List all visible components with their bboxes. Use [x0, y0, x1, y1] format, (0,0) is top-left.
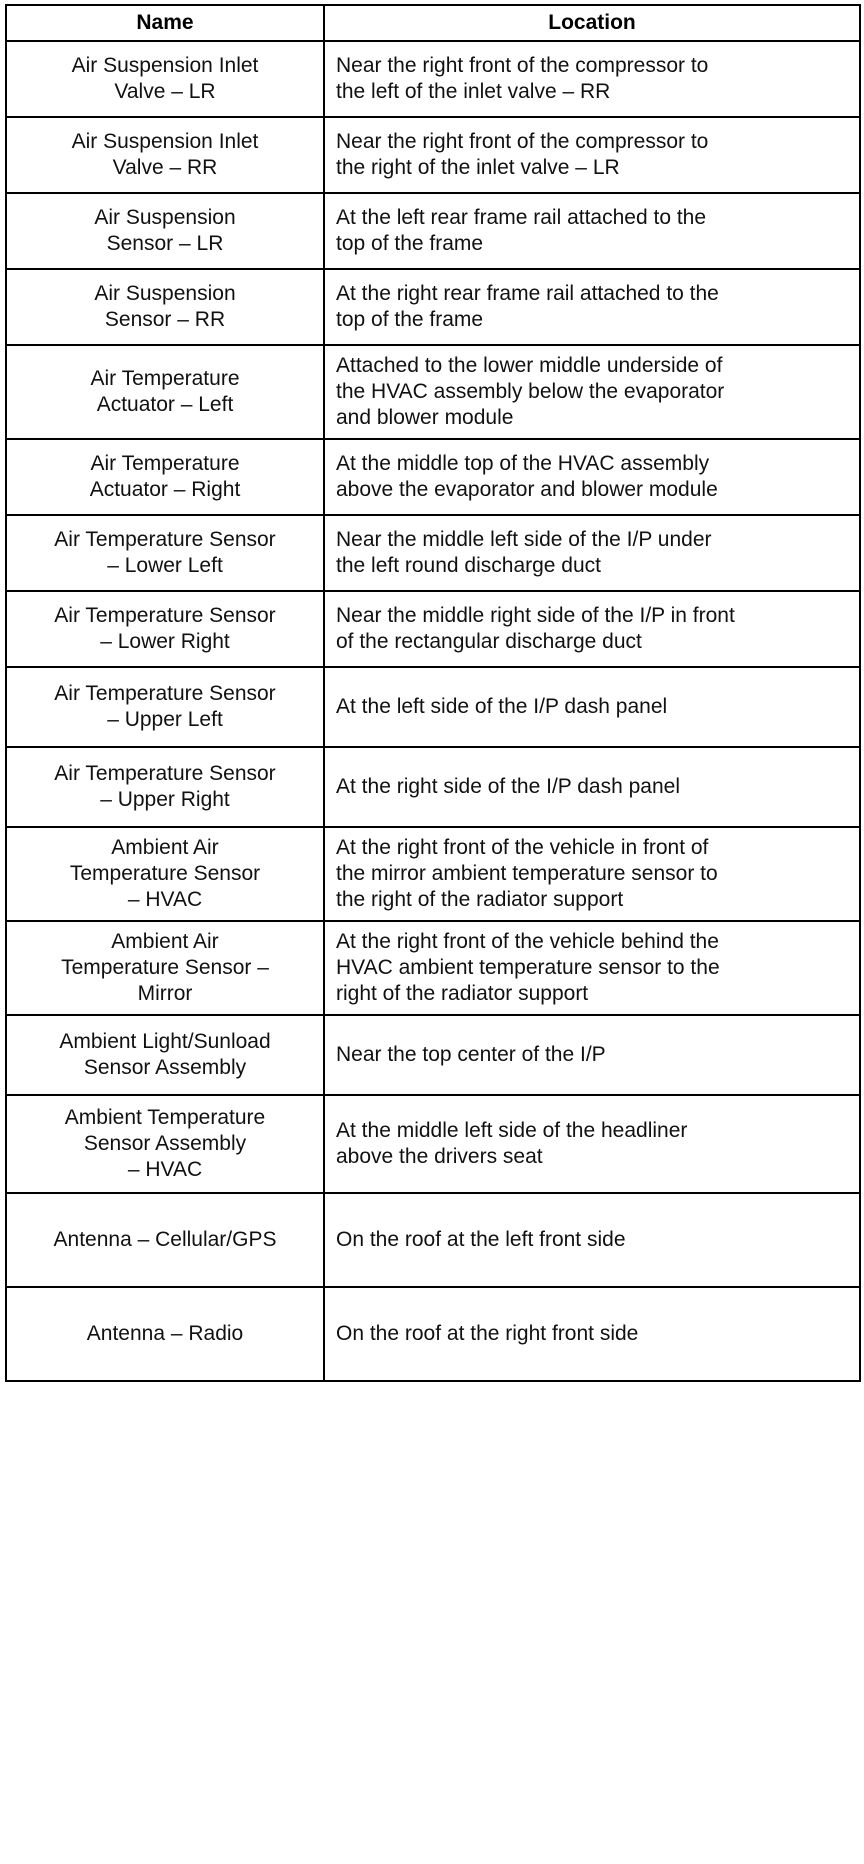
component-location-line: top of the frame [336, 308, 484, 331]
component-name-line: Sensor – LR [106, 232, 224, 255]
component-location-line: Attached to the lower middle underside of [336, 354, 723, 377]
component-location-line: Near the right front of the compressor to [336, 54, 709, 77]
component-name-line: Air Temperature Sensor [54, 682, 276, 705]
component-name-line: – Lower Right [100, 630, 230, 653]
table-row [6, 117, 860, 193]
component-location-cell [324, 1015, 860, 1095]
component-name-line: Actuator – Left [96, 393, 234, 416]
component-name-line: Ambient Temperature [64, 1106, 266, 1129]
component-name-line: – Upper Left [107, 708, 223, 731]
component-name-cell [6, 193, 324, 269]
table-row [6, 1193, 860, 1287]
name-column-header: Name [6, 5, 324, 41]
table-row [6, 515, 860, 591]
table-row [6, 591, 860, 667]
component-name-cell [6, 667, 324, 747]
component-name-line: Air Temperature Sensor [54, 528, 276, 551]
table-header-row [6, 5, 860, 41]
table-row [6, 41, 860, 117]
component-name-line: Mirror [137, 982, 193, 1005]
component-name-cell [6, 591, 324, 667]
component-location-line: the right of the inlet valve – LR [336, 156, 620, 179]
component-name-line: Valve – RR [112, 156, 218, 179]
component-location-cell [324, 827, 860, 921]
component-name-line: Air Temperature [90, 452, 240, 475]
component-name-line: – Upper Right [100, 788, 230, 811]
table-row [6, 1015, 860, 1095]
component-location-line: At the right rear frame rail attached to the [336, 282, 719, 305]
component-name-line: Air Suspension Inlet [71, 54, 259, 77]
component-location-line: On the roof at the right front side [336, 1322, 639, 1345]
component-location-line: top of the frame [336, 232, 484, 255]
table-row [6, 827, 860, 921]
component-location-table [5, 4, 861, 1382]
component-name-line: Air Suspension [94, 282, 236, 305]
component-location-cell [324, 921, 860, 1015]
component-location-line: Near the middle left side of the I/P under [336, 528, 712, 551]
component-location-line: At the left rear frame rail attached to the [336, 206, 707, 229]
component-location-cell [324, 1095, 860, 1193]
component-name-line: Air Temperature Sensor [54, 762, 276, 785]
location-column-header: Location [324, 5, 860, 41]
component-location-line: the left of the inlet valve – RR [336, 80, 611, 103]
component-name-line: – HVAC [127, 888, 203, 911]
component-location-line: the right of the radiator support [336, 888, 624, 911]
component-location-cell [324, 667, 860, 747]
component-location-line: Near the top center of the I/P [336, 1043, 606, 1066]
component-name-cell [6, 1193, 324, 1287]
table-row [6, 345, 860, 439]
component-name-line: – HVAC [127, 1158, 203, 1181]
component-name-line: Air Suspension [94, 206, 236, 229]
component-location-line: the left round discharge duct [336, 554, 602, 577]
component-location-line: of the rectangular discharge duct [336, 630, 642, 653]
component-name-line: Temperature Sensor [69, 862, 261, 885]
component-location-cell [324, 117, 860, 193]
component-location-cell [324, 1193, 860, 1287]
table-row [6, 921, 860, 1015]
component-name-line: Sensor Assembly [83, 1056, 247, 1079]
component-name-cell [6, 439, 324, 515]
component-name-line: Temperature Sensor – [61, 956, 269, 979]
component-location-line: above the drivers seat [336, 1145, 543, 1168]
component-location-line: HVAC ambient temperature sensor to the [336, 956, 720, 979]
component-name-line: Sensor Assembly [83, 1132, 247, 1155]
component-name-cell [6, 41, 324, 117]
component-name-cell [6, 747, 324, 827]
component-name-cell [6, 117, 324, 193]
component-name-line: Air Suspension Inlet [71, 130, 259, 153]
table-row [6, 1095, 860, 1193]
table-row [6, 269, 860, 345]
component-location-line: the HVAC assembly below the evaporator [336, 380, 725, 403]
table-row [6, 1287, 860, 1381]
component-name-line: Ambient Light/Sunload [59, 1030, 271, 1053]
component-location-cell [324, 269, 860, 345]
component-location-cell [324, 439, 860, 515]
component-name-cell [6, 1095, 324, 1193]
component-name-line: Sensor – RR [104, 308, 226, 331]
component-name-line: Antenna – Radio [86, 1322, 244, 1345]
component-location-line: At the right front of the vehicle in front of [336, 836, 709, 859]
table-row [6, 439, 860, 515]
component-location-line: At the right side of the I/P dash panel [336, 775, 681, 798]
component-name-line: Air Temperature [90, 367, 240, 390]
component-location-line: Near the middle right side of the I/P in front [336, 604, 735, 627]
component-name-cell [6, 1015, 324, 1095]
component-location-cell [324, 515, 860, 591]
component-location-cell [324, 747, 860, 827]
component-name-line: Ambient Air [111, 836, 219, 859]
component-location-line: the mirror ambient temperature sensor to [336, 862, 718, 885]
table-row [6, 193, 860, 269]
component-location-line: right of the radiator support [336, 982, 589, 1005]
component-name-cell [6, 515, 324, 591]
component-name-line: Ambient Air [111, 930, 219, 953]
component-name-line: Valve – LR [114, 80, 216, 103]
component-location-line: At the left side of the I/P dash panel [336, 695, 668, 718]
component-location-line: Near the right front of the compressor to [336, 130, 709, 153]
table-row [6, 667, 860, 747]
component-location-cell [324, 345, 860, 439]
table-body [6, 41, 860, 1381]
component-location-cell [324, 193, 860, 269]
component-location-cell [324, 41, 860, 117]
component-name-line: – Lower Left [107, 554, 223, 577]
component-location-cell [324, 591, 860, 667]
component-name-line: Air Temperature Sensor [54, 604, 276, 627]
component-name-line: Antenna – Cellular/GPS [53, 1228, 277, 1251]
component-location-cell [324, 1287, 860, 1381]
component-name-cell [6, 345, 324, 439]
component-name-cell [6, 921, 324, 1015]
component-location-line: On the roof at the left front side [336, 1228, 626, 1251]
component-location-line: and blower module [336, 406, 514, 429]
component-location-line: At the middle top of the HVAC assembly [336, 452, 710, 475]
component-location-line: At the right front of the vehicle behind the [336, 930, 719, 953]
component-name-cell [6, 1287, 324, 1381]
component-name-line: Actuator – Right [89, 478, 241, 501]
component-location-line: At the middle left side of the headliner [336, 1119, 688, 1142]
table-row [6, 747, 860, 827]
component-name-cell [6, 827, 324, 921]
component-location-line: above the evaporator and blower module [336, 478, 718, 501]
component-name-cell [6, 269, 324, 345]
